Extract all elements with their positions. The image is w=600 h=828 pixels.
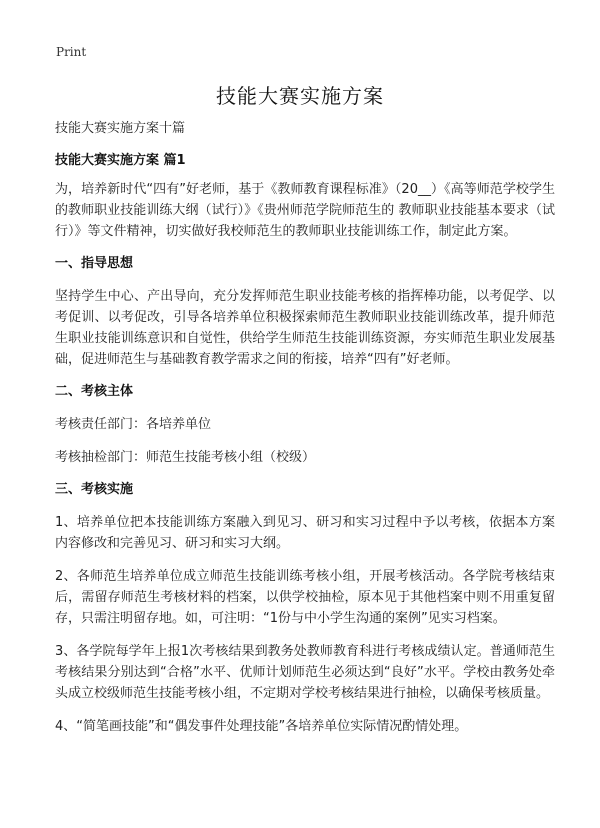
section-heading-guiding-ideology: 一、指导思想 bbox=[55, 256, 134, 271]
responsible-department: 考核责任部门：各培养单位 bbox=[55, 417, 212, 432]
section-heading-assessment-subject: 二、考核主体 bbox=[55, 384, 134, 399]
page-title: 技能大赛实施方案 bbox=[216, 84, 384, 108]
implementation-item-4: 4、“简笔画技能”和“偶发事件处理技能”各培养单位实际情况酌情处理。 bbox=[55, 719, 468, 734]
intro-paragraph: 为，培养新时代“四有”好老师，基于《教师教育课程标准》（20__）《高等师范学校学生的教师职业技能训练大纲（试行）》《贵州师范学院师范生的 教师职业技能基本要求（试行）》等文件精神，切实做好我校师范生的教师职业技能训练工作，制定此方案。 bbox=[55, 182, 555, 239]
inspection-department: 考核抽检部门：师范生技能考核小组（校级） bbox=[55, 450, 316, 465]
implementation-item-2: 2、各师范生培养单位成立师范生技能训练考核小组，开展考核活动。各学院考核结束后，需留存师范生考核材料的档案，以供学校抽检，原本见于其他档案中则不用重复留存，只需注明留存地。如，可注明：“1份与中小学生沟通的案例”见实习档案。 bbox=[55, 569, 555, 626]
document-body bbox=[55, 119, 555, 749]
implementation-item-1: 1、培养单位把本技能训练方案融入到见习、研习和实习过程中予以考核，依据本方案内容修改和完善见习、研习和实习大纲。 bbox=[55, 515, 555, 551]
article-heading: 技能大赛实施方案 篇1 bbox=[55, 153, 186, 168]
guiding-ideology-paragraph: 坚持学生中心、产出导向，充分发挥师范生职业技能考核的指挥棒功能，以考促学、以考促训、以考促改，引导各培养单位积极探索师范生教师职业技能训练改革，提升师范生职业技能训练意识和自觉性，供给学生师范生技能训练资源，夯实师范生职业发展基础，促进师范生与基础教育教学需求之间的衔接，培养“四有”好老师。 bbox=[55, 289, 555, 367]
implementation-item-3: 3、各学院每学年上报1次考核结果到教务处教师教育科进行考核成绩认定。普通师范生考核结果分别达到“合格”水平、优师计划师范生必须达到“良好”水平。学校由教务处牵头成立校级师范生技能考核小组，不定期对学校考核结果进行抽检，以确保考核质量。 bbox=[55, 644, 555, 701]
section-heading-assessment-implementation: 三、考核实施 bbox=[55, 482, 134, 497]
document-subtitle: 技能大赛实施方案十篇 bbox=[55, 121, 186, 136]
print-link[interactable]: Print bbox=[56, 45, 87, 59]
